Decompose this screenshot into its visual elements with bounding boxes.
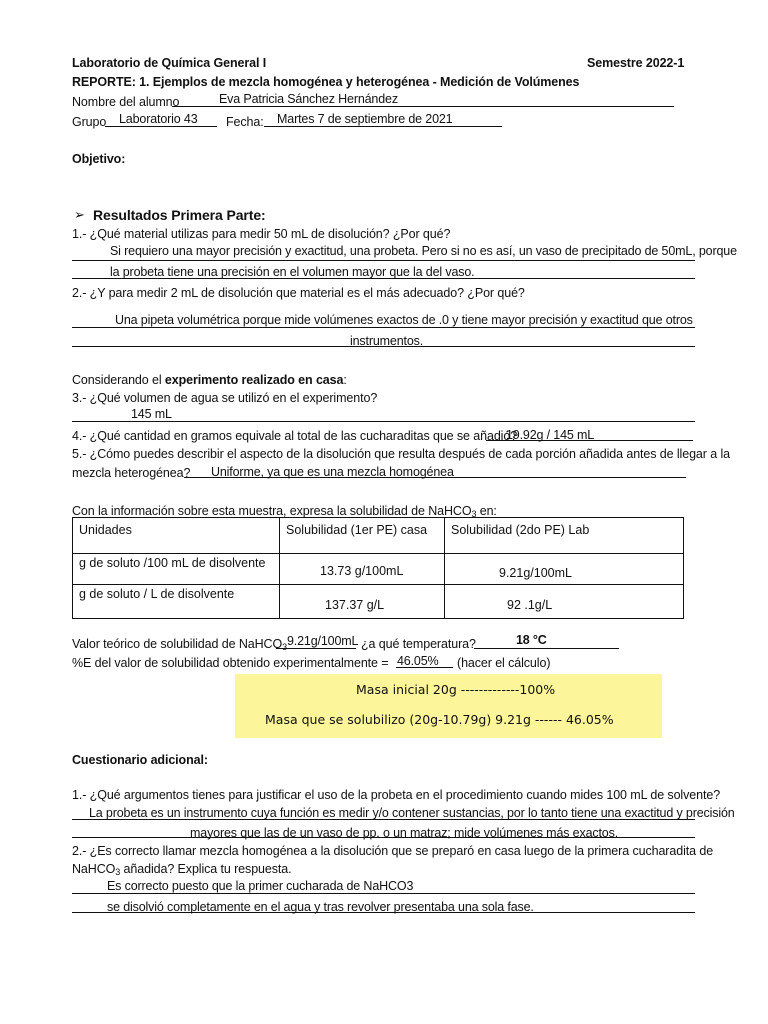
additional-answer-1-line2: mayores que las de un vaso de pp. o un matraz; mide volúmenes más exactos. xyxy=(190,826,619,840)
consider-text xyxy=(72,372,347,388)
lab-title: Laboratorio de Química General I xyxy=(72,56,267,70)
student-label: Nombre del alumno xyxy=(72,95,180,109)
table-header: Unidades xyxy=(73,518,280,554)
theoretical-label-sub: 3 xyxy=(282,642,287,652)
temperature-value: 18 °C xyxy=(516,633,547,647)
answer-1-line1: Si requiero una mayor precisión y exactitud, una probeta. Pero si no es así, un vaso de precipitado de 50mL, porque xyxy=(110,244,737,258)
error-note: (hacer el cálculo) xyxy=(457,656,551,670)
answer-5: Uniforme, ya que es una mezcla homogénea xyxy=(211,465,454,479)
semester: Semestre 2022-1 xyxy=(587,56,685,70)
additional-question-1: 1.- ¿Qué argumentos tienes para justificar el uso de la probeta en el procedimiento cuando mides 100 mL de solvente? xyxy=(72,788,721,802)
theoretical-value: 9.21g/100mL xyxy=(287,634,359,648)
theoretical-label-text: Valor teórico de solubilidad de NaHCO xyxy=(72,637,283,651)
answer-line xyxy=(72,837,695,838)
table-cell-unit: g de soluto / L de disolvente xyxy=(73,585,280,619)
error-label: %E del valor de solubilidad obtenido experimentalmente = xyxy=(72,656,389,670)
answer-4: 19.92g / 145 mL xyxy=(506,428,595,442)
answer-line xyxy=(72,421,695,422)
solubility-intro-sub: 3 xyxy=(471,509,477,519)
question-3: 3.- ¿Qué volumen de agua se utilizó en el experimento? xyxy=(72,391,378,405)
solubility-table xyxy=(72,517,684,619)
question-2: 2.- ¿Y para medir 2 mL de disolución que material es el más adecuado? ¿Por qué? xyxy=(72,286,525,300)
consider-bold: experimento realizado en casa xyxy=(164,373,344,387)
answer-line xyxy=(72,260,695,261)
table-cell-lab: 9.21g/100mL xyxy=(445,554,684,585)
answer-line xyxy=(72,278,695,279)
table-row xyxy=(73,585,684,619)
additional-answer-2-line2: se disolvió completamente en el agua y tras revolver presentaba una sola fase. xyxy=(107,900,534,914)
temperature-label: ¿a qué temperatura? xyxy=(361,637,476,651)
additional-question-2-line2 xyxy=(72,861,292,877)
answer-line xyxy=(72,893,695,894)
table-cell-casa: 13.73 g/100mL xyxy=(280,554,445,585)
question-1: 1.- ¿Qué material utilizas para medir 50 mL de disolución? ¿Por qué? xyxy=(72,227,451,241)
report-title: REPORTE: 1. Ejemplos de mezcla homogénea y heterogénea - Medición de Volúmenes xyxy=(72,75,580,89)
student-name: Eva Patricia Sánchez Hernández xyxy=(219,92,398,106)
bullet-arrow-icon: ➢ xyxy=(74,207,85,222)
section-title: Resultados Primera Parte: xyxy=(93,207,266,223)
table-header-row xyxy=(73,518,684,554)
table-row xyxy=(73,554,684,585)
additional-question-2-line1: 2.- ¿Es correcto llamar mezcla homogénea a la disolución que se preparó en casa luego de la primera cucharadita de xyxy=(72,844,714,858)
temperature-underline xyxy=(474,648,619,649)
additional-title: Cuestionario adicional: xyxy=(72,753,208,767)
table-cell-unit: g de soluto /100 mL de disolvente xyxy=(73,554,280,585)
question-5-line2: mezcla heterogénea? xyxy=(72,466,191,480)
table-header: Solubilidad (2do PE) Lab xyxy=(445,518,684,554)
table-cell-lab: 92 .1g/L xyxy=(445,585,684,619)
question-5-line1: 5.- ¿Cómo puedes describir el aspecto de la disolución que resulta después de cada porción añadida antes de llegar a la xyxy=(72,447,730,461)
answer-1-line2: la probeta tiene una precisión en el volumen mayor que la del vaso. xyxy=(110,265,475,279)
additional-answer-1-line1: La probeta es un instrumento cuya función es medir y/o contener sustancias, por lo tanto tiene una exactitud y precisión xyxy=(89,806,735,820)
additional-answer-2-line1: Es correcto puesto que la primer cucharada de NaHCO3 xyxy=(107,879,414,893)
answer-2-line2: instrumentos. xyxy=(350,334,424,348)
solubility-intro-end: en: xyxy=(476,504,497,518)
answer-2-line1: Una pipeta volumétrica porque mide volúmenes exactos de .0 y tiene mayor precisión y exactitud que otros xyxy=(115,313,693,327)
q2-text: añadida? Explica tu respuesta. xyxy=(120,862,292,876)
group-label: Grupo xyxy=(72,115,107,129)
calculation-line1: Masa inicial 20g -------------100% xyxy=(356,682,556,697)
date-label: Fecha: xyxy=(226,115,264,129)
solubility-intro-text: Con la información sobre esta muestra, expresa la solubilidad de NaHCO xyxy=(72,504,472,518)
answer-3: 145 mL xyxy=(131,407,172,421)
theoretical-label xyxy=(72,636,287,652)
error-value: 46.05% xyxy=(397,654,439,668)
consider-pre: Considerando el xyxy=(72,373,165,387)
answer-line xyxy=(72,819,695,820)
answer-line xyxy=(72,912,695,913)
table-header: Solubilidad (1er PE) casa xyxy=(280,518,445,554)
objective-label: Objetivo: xyxy=(72,152,126,166)
group-value: Laboratorio 43 xyxy=(119,112,198,126)
q2-formula: NaHCO xyxy=(72,862,116,876)
date-value: Martes 7 de septiembre de 2021 xyxy=(277,112,453,126)
calculation-line2: Masa que se solubilizo (20g-10.79g) 9.21g ------ 46.05% xyxy=(265,712,614,727)
answer-line xyxy=(72,327,695,328)
consider-post: : xyxy=(343,373,347,387)
q2-formula-sub: 3 xyxy=(115,867,121,877)
table-cell-casa: 137.37 g/L xyxy=(280,585,445,619)
question-4: 4.- ¿Qué cantidad en gramos equivale al total de las cucharaditas que se añadió? xyxy=(72,429,518,443)
answer-line xyxy=(72,346,695,347)
